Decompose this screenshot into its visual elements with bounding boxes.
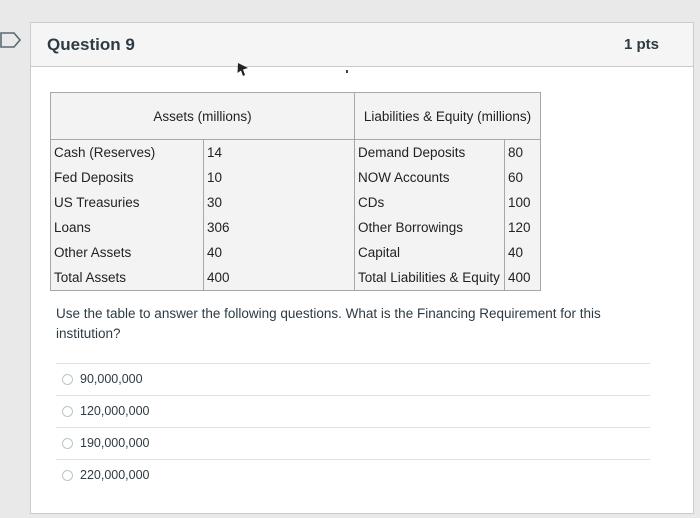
question-text: Use the table to answer the following questions. What is the Financing Requirement for this institution? [56, 306, 601, 341]
liability-value: 80 [505, 140, 541, 166]
answer-divider [56, 459, 650, 460]
question-points: 1 pts [623, 36, 659, 53]
asset-value: 14 [204, 140, 355, 166]
asset-name: Loans [51, 215, 204, 240]
radio-button[interactable] [62, 438, 73, 449]
answer-option[interactable] [62, 468, 150, 482]
answer-option[interactable] [62, 404, 150, 418]
radio-button[interactable] [62, 406, 73, 417]
asset-value: 30 [204, 190, 355, 215]
asset-name: Other Assets [51, 240, 204, 265]
liability-name: Demand Deposits [358, 145, 466, 160]
asset-value: 306 [204, 215, 355, 240]
asset-name: Total Assets [51, 265, 204, 291]
asset-value: 400 [204, 265, 355, 291]
answer-label: 90,000,000 [80, 372, 143, 386]
liability-value: 120 [505, 215, 541, 240]
table-row [51, 240, 541, 265]
asset-name: Cash (Reserves) [51, 140, 204, 166]
mouse-cursor-icon [236, 62, 250, 78]
answer-option[interactable] [62, 372, 143, 386]
liabilities-header: Liabilities & Equity (millions) [355, 93, 541, 140]
table-row [51, 140, 541, 166]
asset-value: 10 [204, 165, 355, 190]
liability-name: Total Liabilities & Equity [355, 265, 505, 291]
answer-label: 190,000,000 [80, 436, 150, 450]
stray-mark [346, 70, 348, 73]
table-row [51, 190, 541, 215]
liability-value: 400 [505, 265, 541, 291]
table-row-total [51, 265, 541, 291]
table-row [51, 215, 541, 240]
answer-label: 220,000,000 [80, 468, 150, 482]
liability-value: 60 [505, 165, 541, 190]
asset-value: 40 [204, 240, 355, 265]
answer-divider [56, 363, 650, 364]
liability-name: Other Borrowings [358, 220, 464, 235]
radio-button[interactable] [62, 470, 73, 481]
asset-name: Fed Deposits [51, 165, 204, 190]
table-row [51, 165, 541, 190]
assets-header: Assets (millions) [51, 93, 355, 140]
liability-name: NOW Accounts [358, 170, 450, 185]
radio-button[interactable] [62, 374, 73, 385]
question-header [31, 23, 693, 67]
balance-sheet-table [50, 92, 541, 291]
liability-name: CDs [358, 195, 385, 210]
liability-name: Capital [358, 245, 401, 260]
question-title: Question 9 [47, 34, 135, 54]
answer-divider [56, 427, 650, 428]
bookmark-flag-icon[interactable] [0, 31, 22, 49]
table-header-row [51, 93, 541, 140]
answer-option[interactable] [62, 436, 150, 450]
liability-value: 100 [505, 190, 541, 215]
answer-label: 120,000,000 [80, 404, 150, 418]
liability-value: 40 [505, 240, 541, 265]
answer-divider [56, 395, 650, 396]
asset-name: US Treasuries [51, 190, 204, 215]
